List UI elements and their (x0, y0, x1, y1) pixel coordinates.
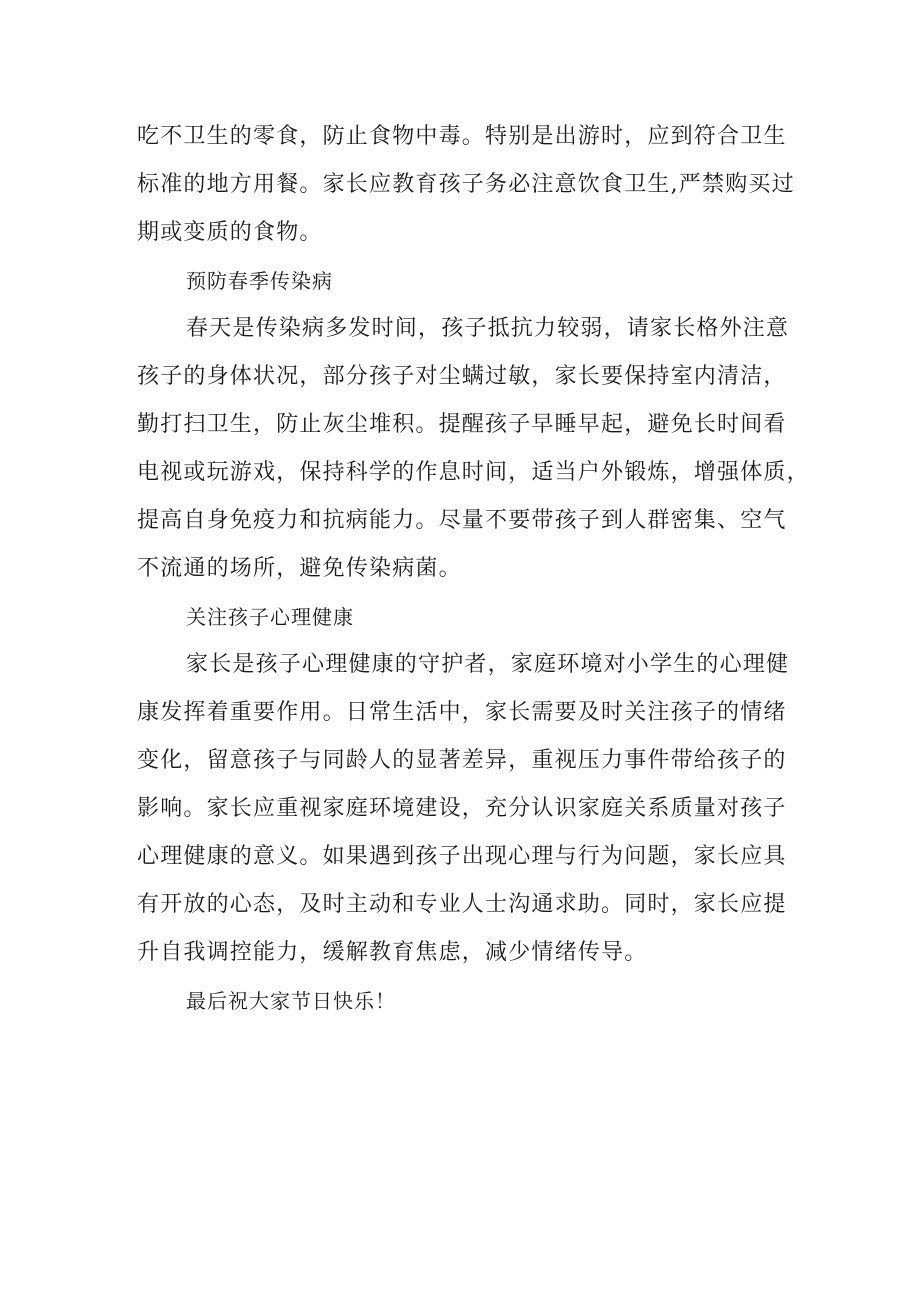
closing-line: 最后祝大家节日快乐！ (186, 989, 396, 1013)
paragraph-line: 电视或玩游戏，保持科学的作息时间，适当户外锻炼，增强体质， (137, 460, 810, 485)
paragraph-line: 标准的地方用餐。家长应教育孩子务必注意饮食卫生,严禁购买过 (137, 172, 795, 197)
paragraph-line: 期或变质的食物。 (137, 220, 323, 245)
document-body (137, 113, 810, 1025)
paragraph-line: 提高自身免疫力和抗病能力。尽量不要带孩子到人群密集、空气 (137, 508, 787, 533)
paragraph-line: 吃不卫生的零食，防止食物中毒。特别是出游时，应到符合卫生 (137, 124, 787, 149)
paragraph-line: 勤打扫卫生，防止灰尘堆积。提醒孩子早睡早起，避免长时间看 (137, 412, 787, 437)
paragraph-spring-disease (137, 305, 810, 593)
paragraph-line: 升自我调控能力，缓解教育焦虑，减少情绪传导。 (137, 940, 648, 965)
paragraph-line: 康发挥着重要作用。日常生活中，家长需要及时关注孩子的情绪 (137, 700, 787, 725)
paragraph-line: 孩子的身体状况，部分孩子对尘螨过敏，家长要保持室内清洁， (137, 364, 787, 389)
paragraph-food-safety (137, 113, 802, 257)
section-heading-spring-disease: 预防春季传染病 (186, 269, 333, 293)
paragraph-mental-health (137, 641, 802, 977)
paragraph-line: 有开放的心态，及时主动和专业人士沟通求助。同时，家长应提 (137, 892, 787, 917)
section-heading-mental-health: 关注孩子心理健康 (186, 605, 354, 629)
paragraph-line: 春天是传染病多发时间，孩子抵抗力较弱，请家长格外注意 (186, 316, 790, 341)
paragraph-line: 家长是孩子心理健康的守护者，家庭环境对小学生的心理健 (186, 652, 790, 677)
paragraph-line: 心理健康的意义。如果遇到孩子出现心理与行为问题，家长应具 (137, 844, 787, 869)
paragraph-line: 影响。家长应重视家庭环境建设，充分认识家庭关系质量对孩子 (137, 796, 787, 821)
paragraph-line: 不流通的场所，避免传染病菌。 (137, 556, 462, 581)
paragraph-line: 变化，留意孩子与同龄人的显著差异，重视压力事件带给孩子的 (137, 748, 787, 773)
